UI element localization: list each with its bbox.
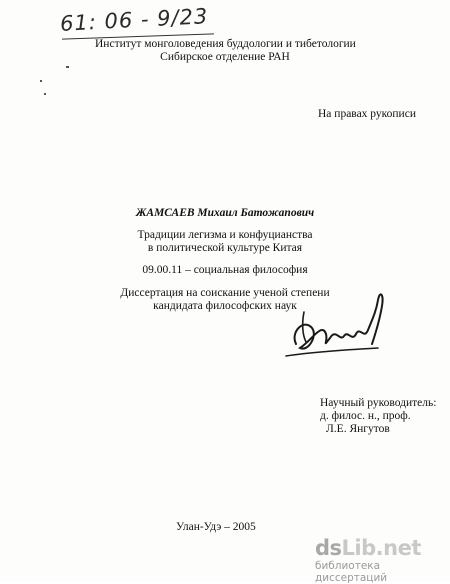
rights-note: На правах рукописи [318,108,416,120]
author-signature [282,282,402,372]
title-line-2: в политической культуре Китая [147,242,303,254]
handwritten-registration-code: 61: 06 - 9/23 [59,4,209,36]
institute-name: Институт монголоведения буддологии и тибетологии [95,38,356,50]
advisor-name: Л.Е. Янгутов [326,423,390,435]
place-and-year: Улан-Удэ – 2005 [176,521,256,533]
scan-speck [44,93,46,95]
title-line-1: Традиции легизма и конфуцианства [137,229,313,241]
dslib-watermark [315,536,445,584]
scan-speck [40,80,42,82]
watermark-logo-prefix: ds [315,536,342,560]
watermark-logo-suffix: Lib.net [341,536,421,560]
watermark-subtitle: библиотека диссертаций [315,560,388,584]
advisor-degree: д. филос. н., проф. [320,410,411,422]
watermark-logo [315,536,421,560]
author-name: ЖАМСАЕВ Михаил Батожапович [135,207,315,219]
scan-speck [66,66,69,68]
dissertation-line-2: кандидата философских наук [153,300,297,312]
specialty-code: 09.00.11 – социальная философия [142,264,308,276]
advisor-label: Научный руководитель: [320,397,437,409]
dissertation-line-1: Диссертация на соискание ученой степени [120,287,330,299]
branch-name: Сибирское отделение РАН [160,51,290,63]
